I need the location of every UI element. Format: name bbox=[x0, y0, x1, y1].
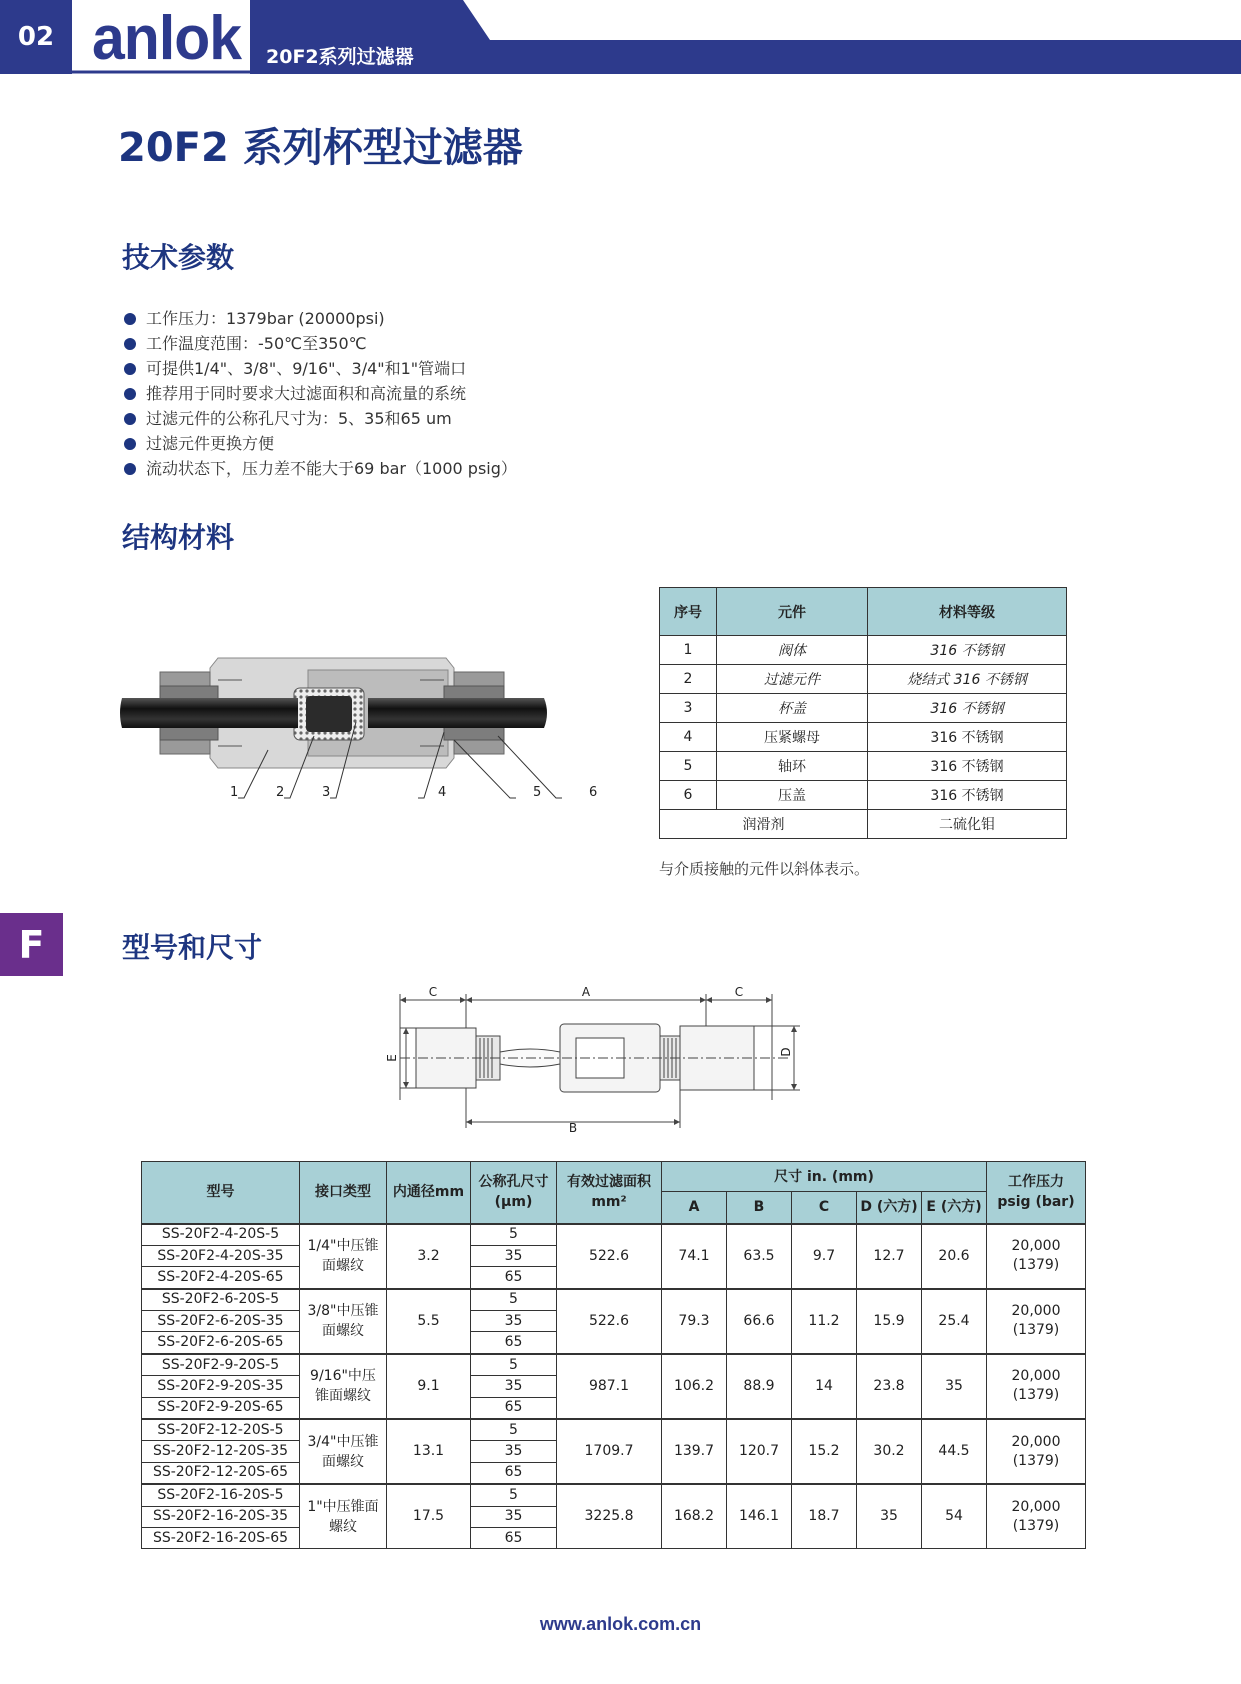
cell-area: 1709.7 bbox=[557, 1419, 662, 1484]
page-number: 02 bbox=[0, 0, 72, 74]
cell-model: SS-20F2-9-20S-35 bbox=[142, 1376, 300, 1397]
cell-model: SS-20F2-9-20S-65 bbox=[142, 1397, 300, 1419]
col-header-model: 型号 bbox=[142, 1162, 300, 1224]
page-title: 20F2 系列杯型过滤器 bbox=[118, 125, 523, 171]
cell-material: 二硫化钼 bbox=[868, 810, 1067, 839]
cell-c: 15.2 bbox=[792, 1419, 857, 1484]
materials-table bbox=[659, 587, 1067, 839]
diagram-label-5: 5 bbox=[533, 785, 542, 800]
cell-d: 23.8 bbox=[857, 1354, 922, 1419]
cell-no: 5 bbox=[660, 752, 717, 781]
spec-list bbox=[124, 306, 517, 481]
cell-port bbox=[300, 1354, 387, 1419]
cell-pore: 5 bbox=[471, 1224, 557, 1246]
col-header-area bbox=[557, 1162, 662, 1224]
cell-port-line2: 面螺纹 bbox=[322, 1323, 364, 1340]
cell-pore: 5 bbox=[471, 1289, 557, 1311]
cell-part: 阀体 bbox=[717, 636, 868, 665]
cell-no: 4 bbox=[660, 723, 717, 752]
col-header-a: A bbox=[662, 1192, 727, 1224]
diagram-label-6: 6 bbox=[589, 785, 598, 800]
cell-bore: 17.5 bbox=[387, 1484, 471, 1549]
cell-model: SS-20F2-16-20S-35 bbox=[142, 1506, 300, 1527]
table-row bbox=[142, 1419, 1086, 1441]
cell-part: 压紧螺母 bbox=[717, 723, 868, 752]
cell-pressure: 20,000 (1379) bbox=[987, 1354, 1086, 1419]
cell-pore: 35 bbox=[471, 1441, 557, 1462]
table-row bbox=[660, 636, 1067, 665]
dim-label-b: B bbox=[568, 1121, 578, 1135]
cell-a: 79.3 bbox=[662, 1289, 727, 1354]
dim-label-c-left: C bbox=[428, 985, 438, 999]
cell-pore: 35 bbox=[471, 1311, 557, 1332]
cell-pore: 65 bbox=[471, 1527, 557, 1548]
col-header-bore: 内通径mm bbox=[387, 1162, 471, 1224]
cell-material: 烧结式 316 不锈钢 bbox=[868, 665, 1067, 694]
cell-b: 120.7 bbox=[727, 1419, 792, 1484]
cell-c: 18.7 bbox=[792, 1484, 857, 1549]
col-header-pore-line1: 公称孔尺寸 bbox=[478, 1174, 549, 1191]
cell-part: 润滑剂 bbox=[660, 810, 868, 839]
col-header-area-line1: 有效过滤面积 bbox=[567, 1174, 651, 1191]
table-row bbox=[660, 694, 1067, 723]
cell-pressure: 20,000 (1379) bbox=[987, 1224, 1086, 1289]
cell-e: 20.6 bbox=[922, 1224, 987, 1289]
table-row bbox=[142, 1484, 1086, 1506]
italic-note: 与介质接触的元件以斜体表示。 bbox=[659, 860, 870, 878]
cell-c: 9.7 bbox=[792, 1224, 857, 1289]
cell-e: 44.5 bbox=[922, 1419, 987, 1484]
cell-port-line1: 3/8"中压锥 bbox=[307, 1303, 379, 1320]
cell-model: SS-20F2-9-20S-5 bbox=[142, 1354, 300, 1376]
cell-port-line1: 1"中压锥面 bbox=[307, 1498, 379, 1515]
cell-port-line2: 螺纹 bbox=[329, 1518, 357, 1535]
cell-part: 轴环 bbox=[717, 752, 868, 781]
table-row bbox=[660, 781, 1067, 810]
cell-port-line1: 1/4"中压锥 bbox=[307, 1238, 379, 1255]
brand-logo: anlok bbox=[92, 4, 242, 73]
cell-model: SS-20F2-6-20S-5 bbox=[142, 1289, 300, 1311]
cell-a: 74.1 bbox=[662, 1224, 727, 1289]
col-header-pressure-line2: psig (bar) bbox=[997, 1194, 1075, 1211]
cell-e: 25.4 bbox=[922, 1289, 987, 1354]
models-table bbox=[141, 1161, 1086, 1549]
cell-model: SS-20F2-12-20S-65 bbox=[142, 1462, 300, 1484]
cell-area: 522.6 bbox=[557, 1289, 662, 1354]
col-header-area-line2: mm² bbox=[591, 1194, 627, 1211]
cell-bore: 13.1 bbox=[387, 1419, 471, 1484]
spec-item: 推荐用于同时要求大过滤面积和高流量的系统 bbox=[124, 381, 517, 406]
cell-part: 过滤元件 bbox=[717, 665, 868, 694]
table-row bbox=[660, 723, 1067, 752]
cell-material: 316 不锈钢 bbox=[868, 752, 1067, 781]
col-header-pore-line2: (μm) bbox=[494, 1194, 533, 1211]
tech-heading: 技术参数 bbox=[122, 241, 235, 274]
filter-section-diagram bbox=[118, 640, 608, 810]
cell-bore: 3.2 bbox=[387, 1224, 471, 1289]
cell-model: SS-20F2-16-20S-65 bbox=[142, 1527, 300, 1548]
cell-c: 11.2 bbox=[792, 1289, 857, 1354]
cell-model: SS-20F2-4-20S-65 bbox=[142, 1267, 300, 1289]
cell-port-line2: 锥面螺纹 bbox=[315, 1388, 371, 1405]
cell-port bbox=[300, 1419, 387, 1484]
cell-material: 316 不锈钢 bbox=[868, 694, 1067, 723]
dim-label-e: E bbox=[385, 1054, 399, 1062]
cell-area: 987.1 bbox=[557, 1354, 662, 1419]
diagram-label-2: 2 bbox=[276, 785, 285, 800]
cell-b: 146.1 bbox=[727, 1484, 792, 1549]
cell-port-line2: 面螺纹 bbox=[322, 1453, 364, 1470]
cell-port bbox=[300, 1289, 387, 1354]
spec-item: 可提供1/4"、3/8"、9/16"、3/4"和1"管端口 bbox=[124, 356, 517, 381]
cell-no: 2 bbox=[660, 665, 717, 694]
cell-pore: 65 bbox=[471, 1397, 557, 1419]
cell-port-line1: 9/16"中压 bbox=[310, 1368, 376, 1385]
cell-port-line2: 面螺纹 bbox=[322, 1258, 364, 1275]
cell-model: SS-20F2-6-20S-65 bbox=[142, 1332, 300, 1354]
cell-no: 1 bbox=[660, 636, 717, 665]
cell-model: SS-20F2-4-20S-35 bbox=[142, 1245, 300, 1266]
cell-a: 168.2 bbox=[662, 1484, 727, 1549]
cell-port bbox=[300, 1224, 387, 1289]
cell-port bbox=[300, 1484, 387, 1549]
cell-no: 3 bbox=[660, 694, 717, 723]
cell-pressure: 20,000 (1379) bbox=[987, 1289, 1086, 1354]
cell-model: SS-20F2-4-20S-5 bbox=[142, 1224, 300, 1246]
table-row bbox=[142, 1289, 1086, 1311]
cell-pore: 5 bbox=[471, 1354, 557, 1376]
cell-pore: 5 bbox=[471, 1484, 557, 1506]
cell-port-line1: 3/4"中压锥 bbox=[307, 1433, 379, 1450]
cell-area: 522.6 bbox=[557, 1224, 662, 1289]
models-heading: 型号和尺寸 bbox=[122, 931, 263, 964]
cell-d: 12.7 bbox=[857, 1224, 922, 1289]
table-row bbox=[660, 810, 1067, 839]
cell-material: 316 不锈钢 bbox=[868, 781, 1067, 810]
dim-label-d: D bbox=[779, 1047, 793, 1057]
cell-model: SS-20F2-12-20S-35 bbox=[142, 1441, 300, 1462]
col-header-b: B bbox=[727, 1192, 792, 1224]
materials-heading: 结构材料 bbox=[122, 521, 235, 554]
cell-pore: 35 bbox=[471, 1245, 557, 1266]
series-label: 20F2系列过滤器 bbox=[266, 46, 414, 68]
cell-pore: 65 bbox=[471, 1332, 557, 1354]
col-header-d: D (六方) bbox=[857, 1192, 922, 1224]
footer-url[interactable]: www.anlok.com.cn bbox=[539, 1614, 702, 1634]
cell-bore: 5.5 bbox=[387, 1289, 471, 1354]
table-row bbox=[142, 1224, 1086, 1246]
cell-pressure: 20,000 (1379) bbox=[987, 1419, 1086, 1484]
dimension-diagram bbox=[380, 980, 820, 1140]
cell-model: SS-20F2-12-20S-5 bbox=[142, 1419, 300, 1441]
spec-item: 工作压力：1379bar (20000psi) bbox=[124, 306, 517, 331]
cell-d: 15.9 bbox=[857, 1289, 922, 1354]
cell-pore: 65 bbox=[471, 1267, 557, 1289]
col-header-c: C bbox=[792, 1192, 857, 1224]
cell-pore: 65 bbox=[471, 1462, 557, 1484]
col-header-pressure-line1: 工作压力 bbox=[1008, 1174, 1064, 1191]
diagram-label-3: 3 bbox=[322, 785, 331, 800]
cell-a: 139.7 bbox=[662, 1419, 727, 1484]
dim-label-a: A bbox=[581, 985, 591, 999]
cell-model: SS-20F2-16-20S-5 bbox=[142, 1484, 300, 1506]
col-header-pressure bbox=[987, 1162, 1086, 1224]
dim-label-c-right: C bbox=[734, 985, 744, 999]
cell-pore: 5 bbox=[471, 1419, 557, 1441]
col-header-dims: 尺寸 in. (mm) bbox=[662, 1162, 987, 1192]
cell-d: 30.2 bbox=[857, 1419, 922, 1484]
table-row bbox=[142, 1354, 1086, 1376]
cell-e: 54 bbox=[922, 1484, 987, 1549]
cell-a: 106.2 bbox=[662, 1354, 727, 1419]
cell-area: 3225.8 bbox=[557, 1484, 662, 1549]
spec-item: 过滤元件的公称孔尺寸为：5、35和65 um bbox=[124, 406, 517, 431]
cell-e: 35 bbox=[922, 1354, 987, 1419]
spec-item: 过滤元件更换方便 bbox=[124, 431, 517, 456]
cell-b: 66.6 bbox=[727, 1289, 792, 1354]
col-header-no: 序号 bbox=[660, 588, 717, 636]
col-header-part: 元件 bbox=[717, 588, 868, 636]
section-tab-f: F bbox=[0, 913, 63, 976]
col-header-port: 接口类型 bbox=[300, 1162, 387, 1224]
cell-c: 14 bbox=[792, 1354, 857, 1419]
cell-model: SS-20F2-6-20S-35 bbox=[142, 1311, 300, 1332]
col-header-pore bbox=[471, 1162, 557, 1224]
cell-material: 316 不锈钢 bbox=[868, 723, 1067, 752]
diagram-label-4: 4 bbox=[438, 785, 447, 800]
cell-b: 63.5 bbox=[727, 1224, 792, 1289]
cell-bore: 9.1 bbox=[387, 1354, 471, 1419]
col-header-e: E (六方) bbox=[922, 1192, 987, 1224]
cell-no: 6 bbox=[660, 781, 717, 810]
cell-d: 35 bbox=[857, 1484, 922, 1549]
spec-item: 工作温度范围：-50℃至350℃ bbox=[124, 331, 517, 356]
col-header-material: 材料等级 bbox=[868, 588, 1067, 636]
diagram-label-1: 1 bbox=[230, 785, 239, 800]
cell-material: 316 不锈钢 bbox=[868, 636, 1067, 665]
cell-pressure: 20,000 (1379) bbox=[987, 1484, 1086, 1549]
cell-part: 压盖 bbox=[717, 781, 868, 810]
cell-pore: 35 bbox=[471, 1376, 557, 1397]
table-row bbox=[660, 752, 1067, 781]
spec-item: 流动状态下，压力差不能大于69 bar（1000 psig） bbox=[124, 456, 517, 481]
cell-b: 88.9 bbox=[727, 1354, 792, 1419]
cell-part: 杯盖 bbox=[717, 694, 868, 723]
cell-pore: 35 bbox=[471, 1506, 557, 1527]
table-row bbox=[660, 665, 1067, 694]
